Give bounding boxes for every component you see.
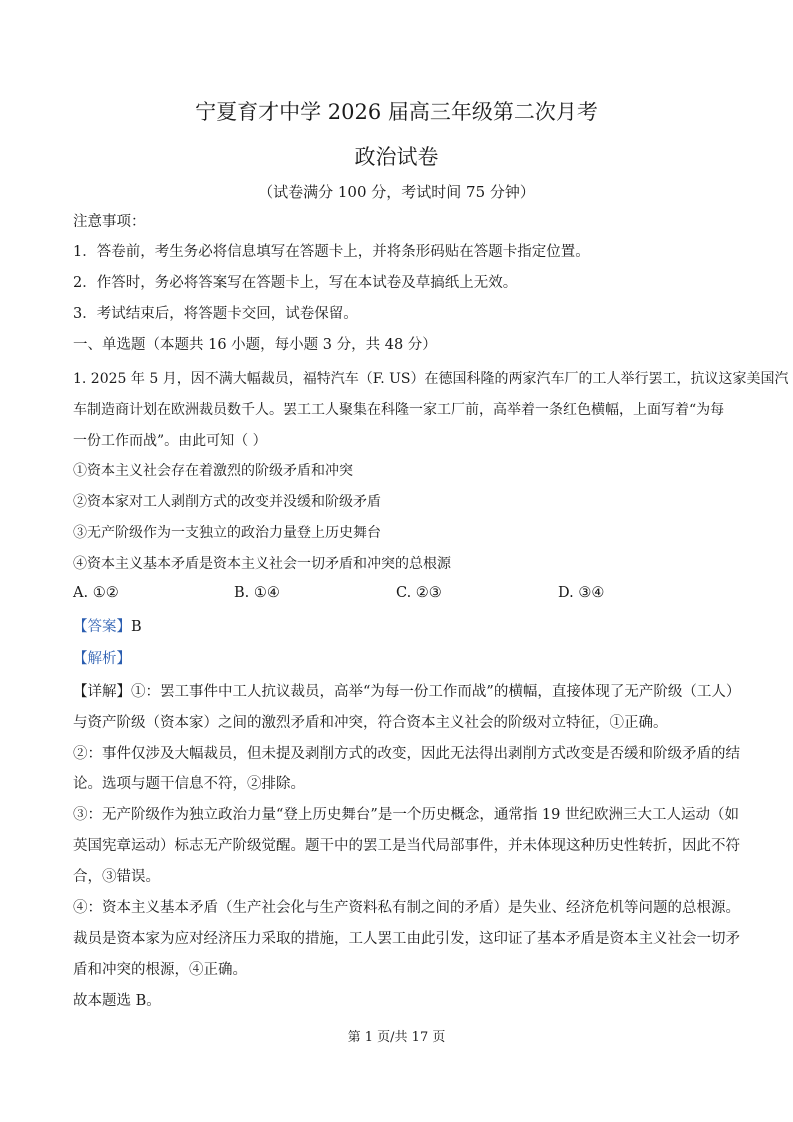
statement-4: ④资本主义基本矛盾是资本主义社会一切矛盾和冲突的总根源	[73, 556, 451, 572]
explanation-line-4: 论。选项与题干信息不符，②排除。	[73, 776, 305, 792]
exam-subject: 政治试卷	[354, 145, 439, 169]
question-stem-line-2: 车制造商计划在欧洲裁员数千人。罢工工人聚集在科隆一家工厂前，高举着一条红色横幅，上面写着“为每	[73, 402, 725, 418]
question-stem-line-3: 一份工作而战”。由此可知（ ）	[73, 433, 267, 449]
explanation-line-7: 合，③错误。	[73, 869, 160, 885]
explanation-line-8: ④：资本主义基本矛盾（生产社会化与生产资料私有制之间的矛盾）是失业、经济危机等问题的总根源。	[73, 900, 740, 916]
analysis-tag: 【解析】	[73, 651, 131, 667]
explanation-line-6: 英国宪章运动）标志无产阶级觉醒。题干中的罢工是当代局部事件，并未体现这种历史性转折，因此不符	[73, 838, 740, 854]
detail-tag: 【详解】	[73, 684, 131, 700]
explanation-line-3: ②：事件仅涉及大幅裁员，但未提及剥削方式的改变，因此无法得出剥削方式改变是否缓和阶级矛盾的结	[73, 746, 740, 762]
answer-tag: 【答案】	[73, 619, 131, 635]
option-d: D. ③④	[558, 585, 605, 601]
answer-value: B	[131, 619, 142, 635]
explanation-line-9: 裁员是资本家为应对经济压力采取的措施，工人罢工由此引发，这印证了基本矛盾是资本主义社会一切矛	[73, 931, 740, 947]
notes-heading: 注意事项：	[73, 214, 146, 230]
note-item-2: 2．作答时，务必将答案写在答题卡上，写在本试卷及草搞纸上无效。	[73, 275, 518, 291]
statement-2: ②资本家对工人剥削方式的改变并没缓和阶级矛盾	[73, 494, 381, 510]
question-stem-line-1: 1. 2025 年 5 月，因不满大幅裁员，福特汽车（F. US）在德国科隆的两家汽车厂的工人举行罢工，抗议这家美国汽	[73, 371, 789, 387]
exam-info: （试卷满分 100 分，考试时间 75 分钟）	[258, 183, 535, 201]
explanation-line-1: 【详解】①：罢工事件中工人抗议裁员，高举“为每一份工作而战”的横幅，直接体现了无产阶级（工人）	[73, 684, 741, 700]
page-indicator: 第 1 页/共 17 页	[347, 1030, 446, 1045]
note-item-3: 3．考试结束后，将答题卡交回，试卷保留。	[73, 306, 358, 322]
statement-3: ③无产阶级作为一支独立的政治力量登上历史舞台	[73, 525, 381, 541]
statement-1: ①资本主义社会存在着激烈的阶级矛盾和冲突	[73, 463, 353, 479]
option-a: A. ①②	[73, 585, 119, 601]
explanation-line-2: 与资产阶级（资本家）之间的激烈矛盾和冲突，符合资本主义社会的阶级对立特征，①正确。	[73, 715, 668, 731]
explanation-line-5: ③：无产阶级作为独立政治力量“登上历史舞台”是一个历史概念，通常指 19 世纪欧洲三大工人运动（如	[73, 807, 739, 823]
exam-title: 宁夏育才中学 2026 届高三年级第二次月考	[195, 100, 598, 124]
explanation-line-10: 盾和冲突的根源，④正确。	[73, 962, 247, 978]
section-heading: 一、单选题（本题共 16 小题，每小题 3 分，共 48 分）	[73, 337, 437, 353]
answer-row	[73, 615, 723, 636]
option-c: C. ②③	[396, 585, 442, 601]
note-item-1: 1．答卷前，考生务必将信息填写在答题卡上，并将条形码贴在答题卡指定位置。	[73, 244, 590, 260]
option-b: B. ①④	[234, 585, 280, 601]
explanation-conclusion: 故本题选 B。	[73, 993, 161, 1009]
